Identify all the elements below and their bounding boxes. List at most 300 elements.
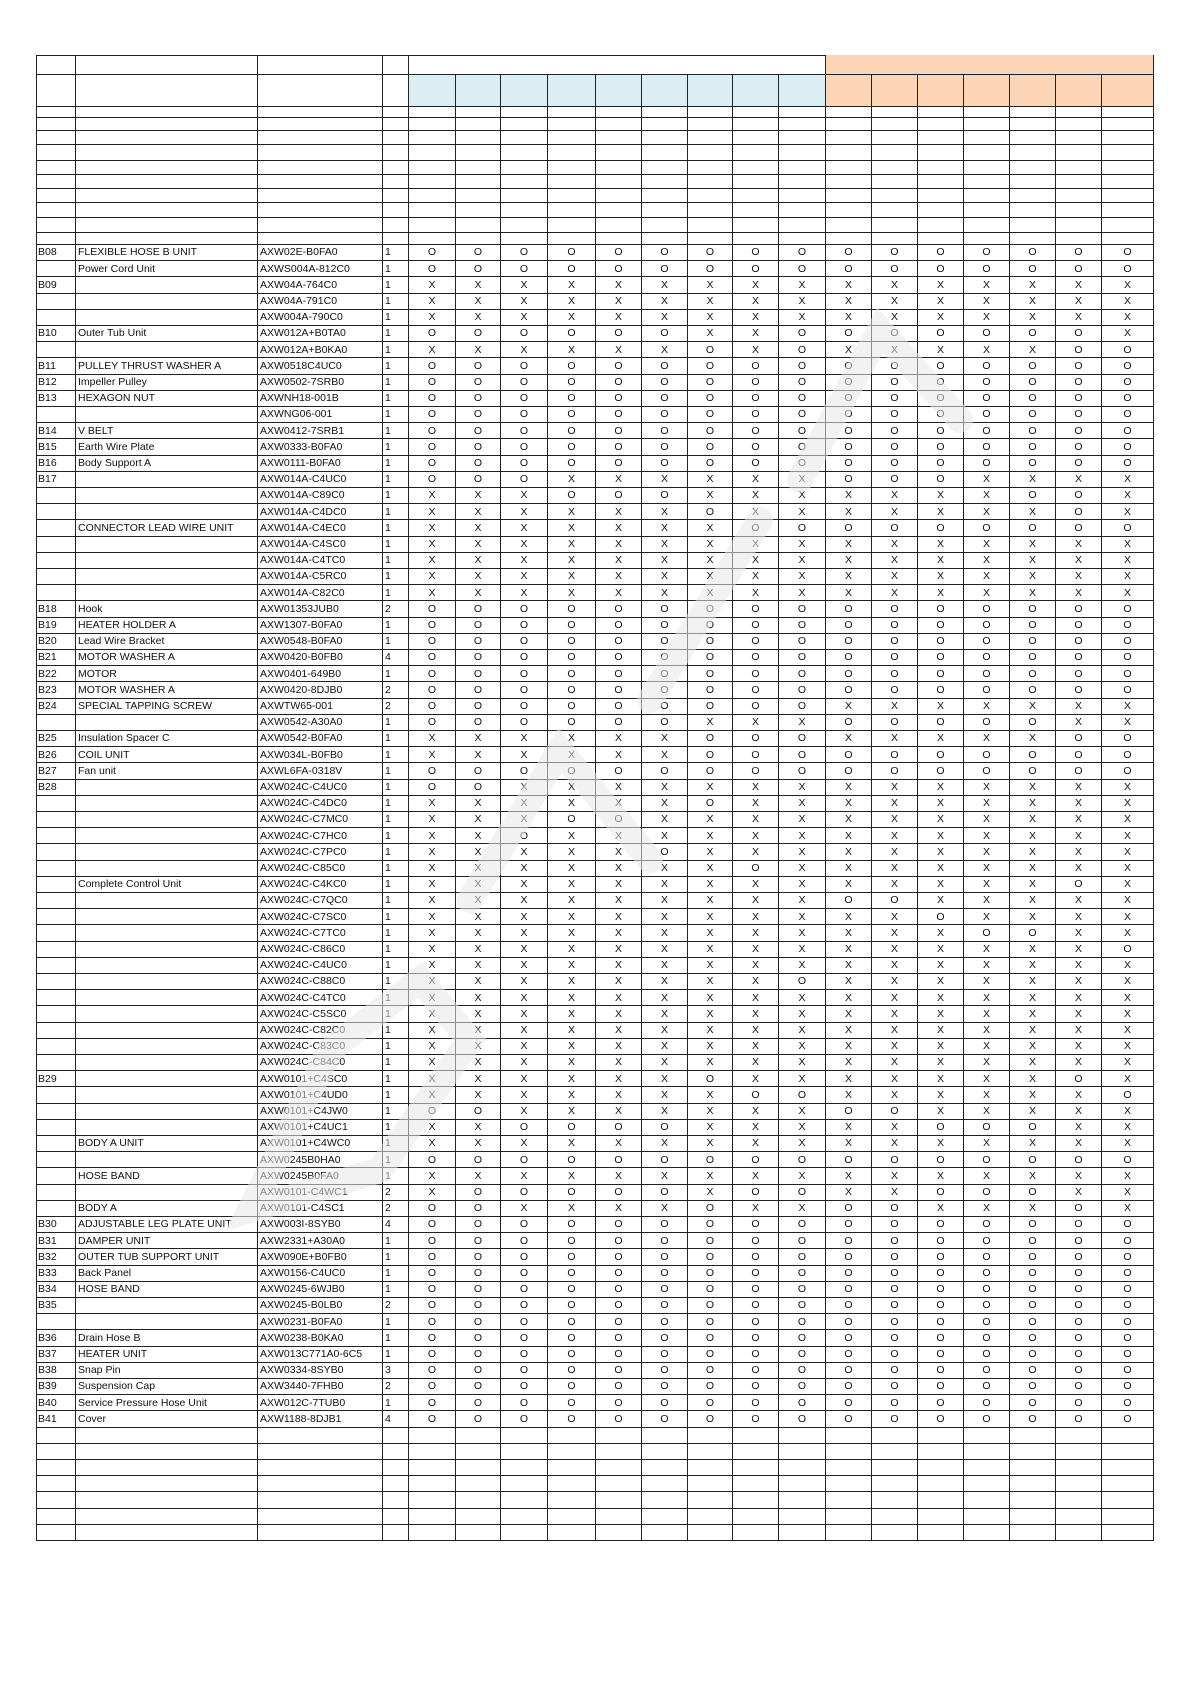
compatibility-mark: O <box>642 601 688 617</box>
part-number-cell: AXW0412-7SRB1 <box>258 423 383 439</box>
compatibility-mark: O <box>918 1395 964 1411</box>
compatibility-mark: X <box>964 942 1010 958</box>
header-cell <box>383 161 409 175</box>
compatibility-mark: X <box>642 1136 688 1152</box>
compatibility-mark: X <box>964 585 1010 601</box>
compatibility-mark: O <box>456 391 501 407</box>
compatibility-mark: X <box>1010 342 1056 358</box>
compatibility-mark: X <box>1102 828 1154 844</box>
compatibility-mark: O <box>1010 1347 1056 1363</box>
header-cell <box>826 118 872 131</box>
compatibility-mark: O <box>596 407 642 423</box>
quantity-cell: 1 <box>383 585 409 601</box>
compatibility-mark: X <box>964 342 1010 358</box>
header-cell <box>826 175 872 189</box>
compatibility-mark: X <box>596 942 642 958</box>
compatibility-mark: O <box>548 391 596 407</box>
compatibility-mark: X <box>688 909 733 925</box>
compatibility-mark: X <box>733 569 779 585</box>
compatibility-mark: X <box>1010 942 1056 958</box>
quantity-cell: 1 <box>383 504 409 520</box>
compatibility-mark: O <box>456 1314 501 1330</box>
compatibility-mark: X <box>1010 731 1056 747</box>
compatibility-mark: O <box>456 601 501 617</box>
compatibility-mark: X <box>918 828 964 844</box>
compatibility-mark: O <box>456 1282 501 1298</box>
header-cell <box>872 118 918 131</box>
compatibility-mark: O <box>779 1314 826 1330</box>
part-name-cell <box>76 1023 258 1039</box>
header-cell <box>1010 161 1056 175</box>
compatibility-mark: X <box>918 1104 964 1120</box>
compatibility-mark: O <box>918 1249 964 1265</box>
compatibility-mark: X <box>409 553 456 569</box>
part-number-cell: AXW014A-C82C0 <box>258 585 383 601</box>
quantity-cell: 3 <box>383 1363 409 1379</box>
compatibility-mark: O <box>548 1411 596 1427</box>
header-cell <box>456 118 501 131</box>
compatibility-mark: O <box>596 391 642 407</box>
compatibility-mark: O <box>1010 1249 1056 1265</box>
compatibility-mark: O <box>409 1217 456 1233</box>
compatibility-mark: O <box>872 1152 918 1168</box>
blank-cell <box>779 1492 826 1508</box>
compatibility-mark: O <box>409 650 456 666</box>
compatibility-mark: X <box>548 310 596 326</box>
compatibility-mark: X <box>456 488 501 504</box>
header-cell <box>36 189 76 203</box>
compatibility-mark: O <box>918 391 964 407</box>
header-cell <box>642 189 688 203</box>
header-cell <box>733 218 779 233</box>
compatibility-mark: X <box>688 812 733 828</box>
blank-cell <box>36 1444 76 1460</box>
compatibility-mark: X <box>1010 796 1056 812</box>
compatibility-mark: X <box>1056 294 1102 310</box>
compatibility-mark: X <box>688 472 733 488</box>
compatibility-mark: X <box>456 909 501 925</box>
compatibility-mark: X <box>1102 1104 1154 1120</box>
compatibility-mark: O <box>1102 682 1154 698</box>
compatibility-mark: O <box>409 682 456 698</box>
header-cell <box>642 107 688 118</box>
blank-cell <box>964 1428 1010 1444</box>
ref-cell <box>36 342 76 358</box>
blank-cell <box>964 1509 1010 1525</box>
compatibility-mark: O <box>733 763 779 779</box>
compatibility-mark: X <box>918 974 964 990</box>
ref-cell: B22 <box>36 666 76 682</box>
compatibility-mark: X <box>1010 958 1056 974</box>
compatibility-mark: X <box>548 731 596 747</box>
compatibility-mark: O <box>779 1233 826 1249</box>
compatibility-mark: O <box>918 472 964 488</box>
header-cell <box>596 189 642 203</box>
header-cell <box>872 161 918 175</box>
compatibility-mark: O <box>596 715 642 731</box>
part-number-cell: AXW034L-B0FB0 <box>258 747 383 763</box>
compatibility-mark: X <box>456 877 501 893</box>
blank-cell <box>733 1428 779 1444</box>
part-number-cell: AXW02E-B0FA0 <box>258 245 383 261</box>
ref-cell <box>36 407 76 423</box>
compatibility-mark: X <box>456 796 501 812</box>
blank-cell <box>501 1460 548 1476</box>
compatibility-mark: X <box>1102 844 1154 860</box>
compatibility-mark: O <box>548 1152 596 1168</box>
compatibility-mark: O <box>779 1266 826 1282</box>
compatibility-mark: X <box>779 1055 826 1071</box>
quantity-cell: 1 <box>383 1120 409 1136</box>
compatibility-mark: O <box>596 423 642 439</box>
compatibility-mark: O <box>409 375 456 391</box>
compatibility-mark: O <box>918 763 964 779</box>
compatibility-mark: X <box>548 1006 596 1022</box>
part-number-cell: AXW0245B0HA0 <box>258 1152 383 1168</box>
compatibility-mark: X <box>501 1071 548 1087</box>
ref-cell: B09 <box>36 277 76 293</box>
compatibility-mark: X <box>409 1136 456 1152</box>
compatibility-mark: O <box>501 715 548 731</box>
quantity-cell: 1 <box>383 828 409 844</box>
blank-cell <box>642 1476 688 1492</box>
compatibility-mark: O <box>409 1314 456 1330</box>
compatibility-mark: X <box>456 812 501 828</box>
compatibility-mark: X <box>964 310 1010 326</box>
compatibility-mark: X <box>779 1120 826 1136</box>
compatibility-mark: O <box>826 1152 872 1168</box>
blank-cell <box>826 1444 872 1460</box>
part-number-cell: AXW0420-8DJB0 <box>258 682 383 698</box>
compatibility-mark: O <box>456 1152 501 1168</box>
compatibility-mark: X <box>733 310 779 326</box>
compatibility-mark: X <box>872 990 918 1006</box>
compatibility-mark: O <box>872 375 918 391</box>
part-name-cell: Lead Wire Bracket <box>76 634 258 650</box>
part-name-cell: Hook <box>76 601 258 617</box>
ref-cell: B33 <box>36 1266 76 1282</box>
compatibility-mark: O <box>826 1104 872 1120</box>
compatibility-mark: X <box>596 294 642 310</box>
model-column-header <box>964 75 1010 107</box>
compatibility-mark: X <box>872 294 918 310</box>
compatibility-mark: X <box>501 812 548 828</box>
compatibility-mark: X <box>964 1136 1010 1152</box>
compatibility-mark: O <box>733 1185 779 1201</box>
header-cell <box>779 175 826 189</box>
compatibility-mark: X <box>501 1201 548 1217</box>
compatibility-mark: X <box>409 277 456 293</box>
header-cell <box>1010 233 1056 245</box>
compatibility-mark: X <box>688 488 733 504</box>
compatibility-mark: X <box>826 1168 872 1184</box>
compatibility-mark: O <box>456 358 501 374</box>
ref-cell <box>36 861 76 877</box>
compatibility-mark: X <box>733 1039 779 1055</box>
blank-cell <box>1010 1460 1056 1476</box>
compatibility-mark: O <box>548 634 596 650</box>
header-cell <box>258 203 383 218</box>
compatibility-mark: X <box>1056 909 1102 925</box>
header-cell <box>826 107 872 118</box>
part-name-cell: HEATER HOLDER A <box>76 618 258 634</box>
ref-cell <box>36 553 76 569</box>
quantity-cell: 1 <box>383 261 409 277</box>
blank-cell <box>918 1444 964 1460</box>
compatibility-mark: X <box>872 925 918 941</box>
blank-cell <box>456 1476 501 1492</box>
ref-cell <box>36 925 76 941</box>
quantity-cell: 1 <box>383 1330 409 1346</box>
ref-cell <box>36 893 76 909</box>
part-number-cell: AXW04A-764C0 <box>258 277 383 293</box>
model-column-header <box>501 75 548 107</box>
compatibility-mark: X <box>1102 504 1154 520</box>
compatibility-mark: X <box>1102 1185 1154 1201</box>
compatibility-mark: X <box>501 731 548 747</box>
ref-cell <box>36 1136 76 1152</box>
compatibility-mark: X <box>688 277 733 293</box>
part-name-cell <box>76 472 258 488</box>
compatibility-mark: X <box>779 277 826 293</box>
blank-cell <box>1056 1509 1102 1525</box>
compatibility-mark: X <box>918 1055 964 1071</box>
compatibility-mark: X <box>733 585 779 601</box>
compatibility-mark: O <box>779 1298 826 1314</box>
compatibility-mark: O <box>733 601 779 617</box>
compatibility-mark: X <box>688 294 733 310</box>
compatibility-mark: O <box>1010 358 1056 374</box>
compatibility-mark: X <box>501 1168 548 1184</box>
compatibility-mark: O <box>688 358 733 374</box>
compatibility-mark: X <box>596 1023 642 1039</box>
ref-cell: B12 <box>36 375 76 391</box>
quantity-cell: 1 <box>383 893 409 909</box>
blank-cell <box>409 1509 456 1525</box>
compatibility-mark: X <box>548 990 596 1006</box>
ref-cell: B41 <box>36 1411 76 1427</box>
header-cell <box>76 55 258 75</box>
compatibility-mark: O <box>1102 520 1154 536</box>
compatibility-mark: O <box>456 682 501 698</box>
compatibility-mark: O <box>872 245 918 261</box>
part-number-cell: AXW004A-790C0 <box>258 310 383 326</box>
compatibility-mark: O <box>501 391 548 407</box>
compatibility-mark: O <box>826 326 872 342</box>
header-cell <box>36 131 76 145</box>
compatibility-mark: O <box>1010 715 1056 731</box>
compatibility-mark: X <box>779 569 826 585</box>
compatibility-mark: O <box>826 1201 872 1217</box>
compatibility-mark: O <box>548 618 596 634</box>
compatibility-mark: X <box>409 747 456 763</box>
compatibility-mark: O <box>409 1201 456 1217</box>
compatibility-mark: O <box>1102 650 1154 666</box>
header-cell <box>76 218 258 233</box>
quantity-cell: 1 <box>383 909 409 925</box>
compatibility-mark: X <box>596 585 642 601</box>
blank-cell <box>1102 1509 1154 1525</box>
ref-cell: B21 <box>36 650 76 666</box>
compatibility-mark: O <box>918 601 964 617</box>
ref-cell <box>36 1006 76 1022</box>
compatibility-mark: X <box>826 1023 872 1039</box>
compatibility-mark: X <box>596 796 642 812</box>
compatibility-mark: X <box>1056 310 1102 326</box>
compatibility-mark: X <box>501 844 548 860</box>
compatibility-mark: X <box>964 861 1010 877</box>
header-cell <box>409 145 456 161</box>
header-cell <box>826 145 872 161</box>
compatibility-mark: X <box>1010 472 1056 488</box>
header-cell <box>964 161 1010 175</box>
compatibility-mark: O <box>688 1314 733 1330</box>
compatibility-mark: O <box>1010 375 1056 391</box>
compatibility-mark: O <box>642 844 688 860</box>
compatibility-mark: O <box>733 1395 779 1411</box>
compatibility-mark: X <box>918 780 964 796</box>
compatibility-mark: X <box>501 747 548 763</box>
compatibility-mark: O <box>456 1266 501 1282</box>
header-cell <box>548 218 596 233</box>
ref-cell <box>36 1120 76 1136</box>
blank-cell <box>36 1492 76 1508</box>
compatibility-mark: X <box>501 504 548 520</box>
compatibility-mark: X <box>548 1071 596 1087</box>
part-name-cell <box>76 909 258 925</box>
compatibility-mark: O <box>1010 407 1056 423</box>
compatibility-mark: X <box>456 942 501 958</box>
blank-cell <box>779 1460 826 1476</box>
compatibility-mark: O <box>872 358 918 374</box>
compatibility-mark: X <box>456 294 501 310</box>
compatibility-mark: O <box>1102 763 1154 779</box>
quantity-cell: 1 <box>383 666 409 682</box>
compatibility-mark: O <box>456 650 501 666</box>
compatibility-mark: X <box>733 1201 779 1217</box>
part-number-cell: AXW024C-C85C0 <box>258 861 383 877</box>
ref-cell <box>36 974 76 990</box>
compatibility-mark: O <box>456 423 501 439</box>
compatibility-mark: X <box>872 942 918 958</box>
compatibility-mark: X <box>1056 1136 1102 1152</box>
compatibility-mark: X <box>918 585 964 601</box>
compatibility-mark: X <box>596 909 642 925</box>
ref-cell <box>36 828 76 844</box>
compatibility-mark: O <box>1010 1217 1056 1233</box>
blank-cell <box>501 1492 548 1508</box>
part-name-cell <box>76 569 258 585</box>
part-name-cell: FLEXIBLE HOSE B UNIT <box>76 245 258 261</box>
part-number-cell: AXW0111-B0FA0 <box>258 456 383 472</box>
compatibility-mark: O <box>688 747 733 763</box>
compatibility-mark: O <box>918 261 964 277</box>
header-cell <box>1102 107 1154 118</box>
compatibility-mark: O <box>688 796 733 812</box>
blank-cell <box>733 1509 779 1525</box>
compatibility-mark: X <box>779 294 826 310</box>
compatibility-mark: O <box>1102 1411 1154 1427</box>
compatibility-mark: X <box>548 909 596 925</box>
compatibility-mark: O <box>1102 245 1154 261</box>
ref-cell: B37 <box>36 1347 76 1363</box>
compatibility-mark: O <box>548 1298 596 1314</box>
compatibility-mark: X <box>918 1023 964 1039</box>
compatibility-mark: O <box>501 456 548 472</box>
header-cell <box>688 175 733 189</box>
compatibility-mark: O <box>456 1217 501 1233</box>
compatibility-mark: O <box>779 358 826 374</box>
compatibility-mark: X <box>548 974 596 990</box>
compatibility-mark: O <box>918 1314 964 1330</box>
compatibility-mark: X <box>733 893 779 909</box>
header-cell <box>733 118 779 131</box>
compatibility-mark: X <box>1056 1120 1102 1136</box>
compatibility-mark: O <box>596 1249 642 1265</box>
compatibility-mark: X <box>826 1006 872 1022</box>
compatibility-mark: X <box>1102 877 1154 893</box>
ref-cell <box>36 537 76 553</box>
part-number-cell: AXW090E+B0FB0 <box>258 1249 383 1265</box>
compatibility-mark: O <box>918 1379 964 1395</box>
compatibility-mark: X <box>596 844 642 860</box>
blank-cell <box>548 1509 596 1525</box>
compatibility-mark: X <box>1010 974 1056 990</box>
compatibility-mark: O <box>548 1120 596 1136</box>
compatibility-mark: O <box>733 731 779 747</box>
compatibility-mark: O <box>456 763 501 779</box>
compatibility-mark: X <box>548 585 596 601</box>
quantity-cell: 2 <box>383 1298 409 1314</box>
compatibility-mark: O <box>501 763 548 779</box>
compatibility-mark: O <box>456 634 501 650</box>
compatibility-mark: O <box>1010 1282 1056 1298</box>
compatibility-mark: O <box>456 326 501 342</box>
quantity-cell: 1 <box>383 342 409 358</box>
compatibility-mark: O <box>918 1347 964 1363</box>
compatibility-mark: X <box>596 780 642 796</box>
compatibility-mark: X <box>409 294 456 310</box>
compatibility-mark: X <box>596 958 642 974</box>
compatibility-mark: O <box>688 1152 733 1168</box>
model-group-b-header <box>826 55 1154 75</box>
compatibility-mark: O <box>596 618 642 634</box>
part-number-cell: AXW0334-8SYB0 <box>258 1363 383 1379</box>
compatibility-mark: O <box>642 1379 688 1395</box>
compatibility-mark: O <box>872 1217 918 1233</box>
part-name-cell <box>76 958 258 974</box>
blank-cell <box>36 1476 76 1492</box>
compatibility-mark: X <box>872 780 918 796</box>
compatibility-mark: O <box>548 423 596 439</box>
compatibility-mark: O <box>964 650 1010 666</box>
header-cell <box>548 203 596 218</box>
model-column-header <box>1056 75 1102 107</box>
compatibility-mark: X <box>501 909 548 925</box>
blank-cell <box>779 1428 826 1444</box>
ref-cell <box>36 844 76 860</box>
compatibility-mark: O <box>964 1347 1010 1363</box>
compatibility-mark: X <box>826 1039 872 1055</box>
compatibility-mark: O <box>688 245 733 261</box>
compatibility-mark: X <box>1102 1023 1154 1039</box>
compatibility-mark: X <box>688 990 733 1006</box>
compatibility-mark: O <box>501 618 548 634</box>
compatibility-mark: O <box>964 439 1010 455</box>
blank-cell <box>1056 1476 1102 1492</box>
compatibility-mark: X <box>1010 1168 1056 1184</box>
blank-cell <box>596 1509 642 1525</box>
